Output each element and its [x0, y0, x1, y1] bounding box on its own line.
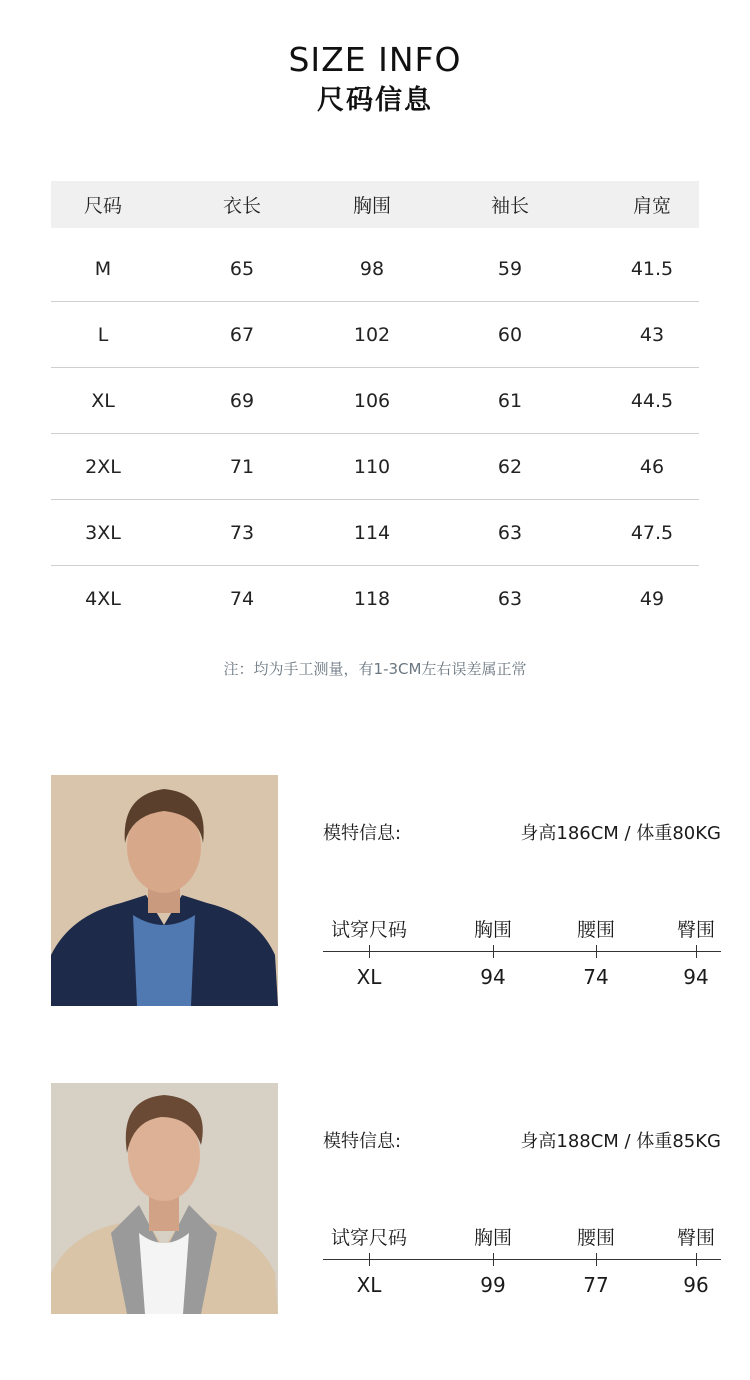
table-cell: 73: [229, 521, 255, 544]
fit-column-label: 腰围: [576, 919, 616, 941]
table-row: [51, 500, 699, 566]
table-row: [51, 236, 699, 302]
fit-tick: [493, 945, 494, 958]
fit-value: 96: [683, 1273, 709, 1297]
table-cell: 47.5: [630, 521, 674, 544]
fit-divider: [323, 1259, 721, 1260]
table-cell: 59: [497, 257, 523, 280]
fit-tick: [369, 945, 370, 958]
model-card: [51, 775, 731, 1007]
column-header: 肩宽: [632, 195, 671, 217]
table-cell: 41.5: [630, 257, 674, 280]
fit-column-label: 胸围: [473, 919, 513, 941]
fit-value: 94: [480, 965, 506, 989]
fit-tick: [493, 1253, 494, 1266]
table-cell: 65: [229, 257, 255, 280]
model-card: [51, 1083, 731, 1315]
fit-tick: [369, 1253, 370, 1266]
fit-value: 99: [480, 1273, 506, 1297]
fit-values: [51, 965, 731, 989]
table-cell: 63: [497, 521, 523, 544]
table-cell: 63: [497, 588, 523, 610]
model-info-value: 身高186CM / 体重80KG: [520, 823, 721, 844]
fit-column-label: 腰围: [576, 1227, 616, 1249]
model-info-value: 身高188CM / 体重85KG: [520, 1131, 721, 1152]
table-cell: 98: [359, 257, 385, 280]
table-cell: 3XL: [85, 521, 121, 544]
table-cell: 67: [229, 323, 255, 346]
fit-header: [51, 1223, 731, 1247]
table-cell: 2XL: [85, 455, 121, 478]
fit-column-label: 试穿尺码: [330, 919, 408, 941]
measurement-note: 注：均为手工测量，有1-3CM左右误差属正常: [223, 660, 527, 678]
fit-value: 77: [583, 1273, 609, 1297]
table-cell: 43: [639, 323, 665, 346]
table-cell: 106: [353, 389, 391, 412]
fit-tick: [696, 945, 697, 958]
table-cell: 61: [497, 389, 523, 412]
table-row: [51, 566, 699, 632]
fit-tick: [596, 945, 597, 958]
title-en: SIZE INFO: [288, 40, 462, 79]
table-cell: 44.5: [630, 389, 674, 412]
fit-header: [51, 915, 731, 939]
fit-divider: [323, 951, 721, 952]
fit-value: XL: [356, 1273, 382, 1297]
table-cell: 49: [639, 588, 665, 610]
table-cell: 60: [497, 323, 523, 346]
table-cell: M: [94, 257, 112, 280]
fit-column-label: 臀围: [676, 1227, 716, 1249]
table-header: [51, 181, 699, 228]
model-info-label: 模特信息:: [323, 1131, 402, 1152]
fit-tick: [696, 1253, 697, 1266]
table-cell: XL: [91, 389, 115, 412]
size-table: [51, 181, 699, 632]
fit-column-label: 臀围: [676, 919, 716, 941]
fit-value: 74: [583, 965, 609, 989]
table-body: [51, 228, 699, 632]
table-cell: 74: [229, 588, 255, 610]
table-cell: 110: [353, 455, 391, 478]
column-header: 胸围: [352, 195, 391, 217]
table-row: [51, 368, 699, 434]
table-cell: 4XL: [85, 588, 121, 610]
table-cell: 102: [353, 323, 391, 346]
fit-column-label: 胸围: [473, 1227, 513, 1249]
table-cell: 62: [497, 455, 523, 478]
table-row: [51, 302, 699, 368]
table-cell: 114: [353, 521, 391, 544]
fit-column-label: 试穿尺码: [330, 1227, 408, 1249]
fit-value: 94: [683, 965, 709, 989]
table-row: [51, 434, 699, 500]
column-header: 衣长: [222, 195, 261, 217]
fit-values: [51, 1273, 731, 1297]
table-cell: 46: [639, 455, 665, 478]
table-cell: L: [97, 323, 109, 346]
model-info-label: 模特信息:: [323, 823, 402, 844]
table-cell: 118: [353, 588, 391, 610]
fit-tick: [596, 1253, 597, 1266]
table-cell: 71: [229, 455, 255, 478]
column-header: 袖长: [490, 195, 529, 217]
title-cn: 尺码信息: [317, 85, 433, 116]
column-header: 尺码: [83, 195, 122, 217]
table-cell: 69: [229, 389, 255, 412]
fit-value: XL: [356, 965, 382, 989]
